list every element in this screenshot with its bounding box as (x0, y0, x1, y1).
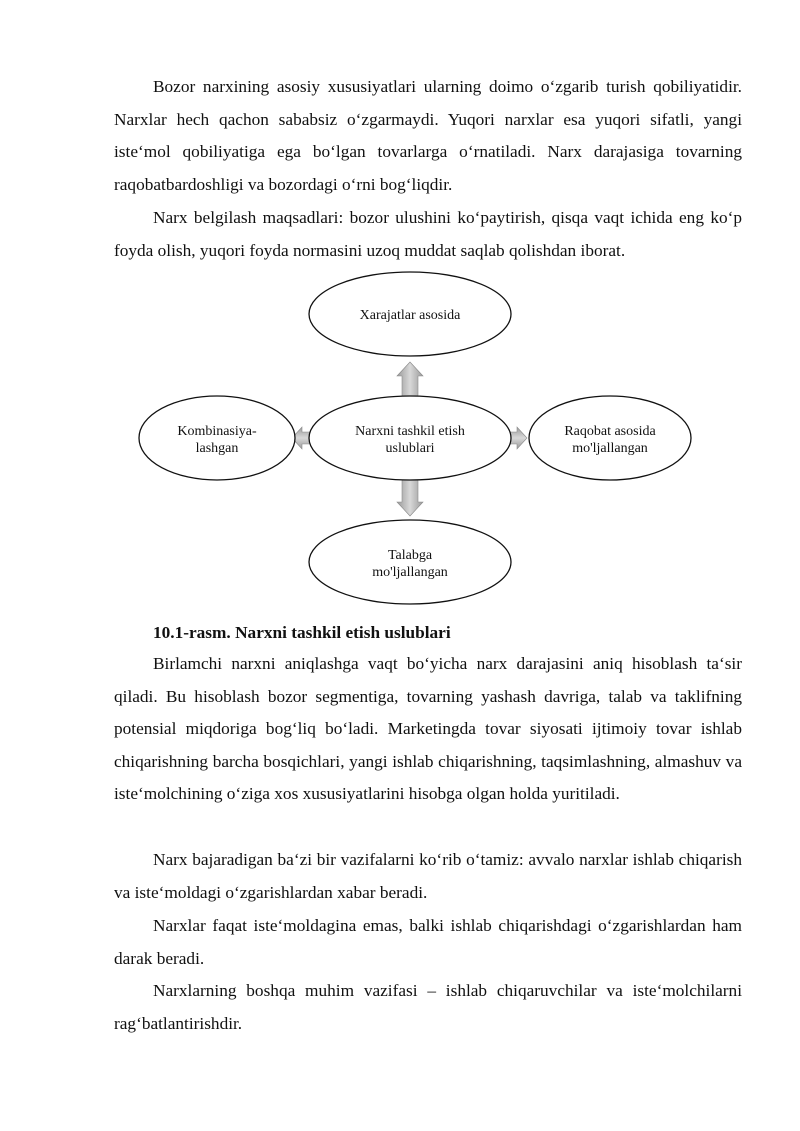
paragraph-initial-price: Birlamchi narxni aniqlashga vaqt bo‘yicha narx darajasini aniq hisoblash ta‘sir qiladi. Bu hisoblash bozor segmentiga, tovarning yashash davriga, talab va taklifning potensial miqdoriga bog‘liq bo‘ladi. Marketingda tovar siyosati ijtimoiy tovar ishlab chiqarishning barcha bosqichlari, yangi ishlab chiqarishning, taqsimlashning, almashuv va iste‘molchining o‘ziga xos xususiyatlarini hisobga olgan holda yuritiladi. (114, 654, 742, 804)
node-right-label-line2: mo'ljallangan (572, 441, 648, 456)
node-bottom (309, 520, 511, 604)
node-bottom-label-line2: mo'ljallangan (372, 565, 448, 580)
figure-caption: 10.1-rasm. Narxni tashkil etish uslublari (153, 623, 451, 642)
node-top (309, 272, 511, 356)
node-left-label-line1: Kombinasiya- (177, 424, 257, 439)
node-center (309, 396, 511, 480)
node-right-label-line1: Raqobat asosida (564, 424, 656, 439)
paragraph-price-functions: Narx bajaradigan ba‘zi bir vazifalarni ko‘rib o‘tamiz: avvalo narxlar ishlab chiqarish va iste‘moldagi o‘zgarishlardan xabar beradi. (114, 850, 742, 902)
paragraph-price-signals: Narxlar faqat iste‘moldagina emas, balki ishlab chiqarishdagi o‘zgarishlardan ham darak beradi. (114, 916, 742, 968)
node-top-label: Xarajatlar asosida (359, 308, 461, 323)
node-left-label-line2: lashgan (195, 441, 239, 456)
node-right (529, 396, 691, 480)
arrow-up-to-top-node (397, 362, 423, 398)
arrow-down-to-bottom-node (397, 479, 423, 516)
paragraph-pricing-goals: Narx belgilash maqsadlari: bozor ulushini ko‘paytirish, qisqa vaqt ichida eng ko‘p foyda olish, yuqori foyda normasini uzoq muddat saqlab qolishdan iborat. (114, 208, 742, 260)
node-center-label-line2: uslublari (385, 441, 435, 456)
node-left (139, 396, 295, 480)
node-center-label-line1: Narxni tashkil etish (355, 424, 465, 439)
paragraph-market-price-properties: Bozor narxining asosiy xususiyatlari ularning doimo o‘zgarib turish qobiliyatidir. Narxlar hech qachon sababsiz o‘zgarmaydi. Yuqori narxlar esa yuqori sifatli, yangi iste‘mol qobiliyatiga ega bo‘lgan tovarlarga o‘rnatiladi. Narx darajasiga tovarning raqobatbardoshligi va bozordagi o‘rni bog‘liqdir. (114, 77, 742, 194)
paragraph-price-incentives: Narxlarning boshqa muhim vazifasi – ishlab chiqaruvchilar va iste‘molchilarni rag‘batlantirishdir. (114, 981, 742, 1033)
node-bottom-label-line1: Talabga (387, 548, 433, 563)
pricing-methods-diagram (0, 270, 800, 620)
